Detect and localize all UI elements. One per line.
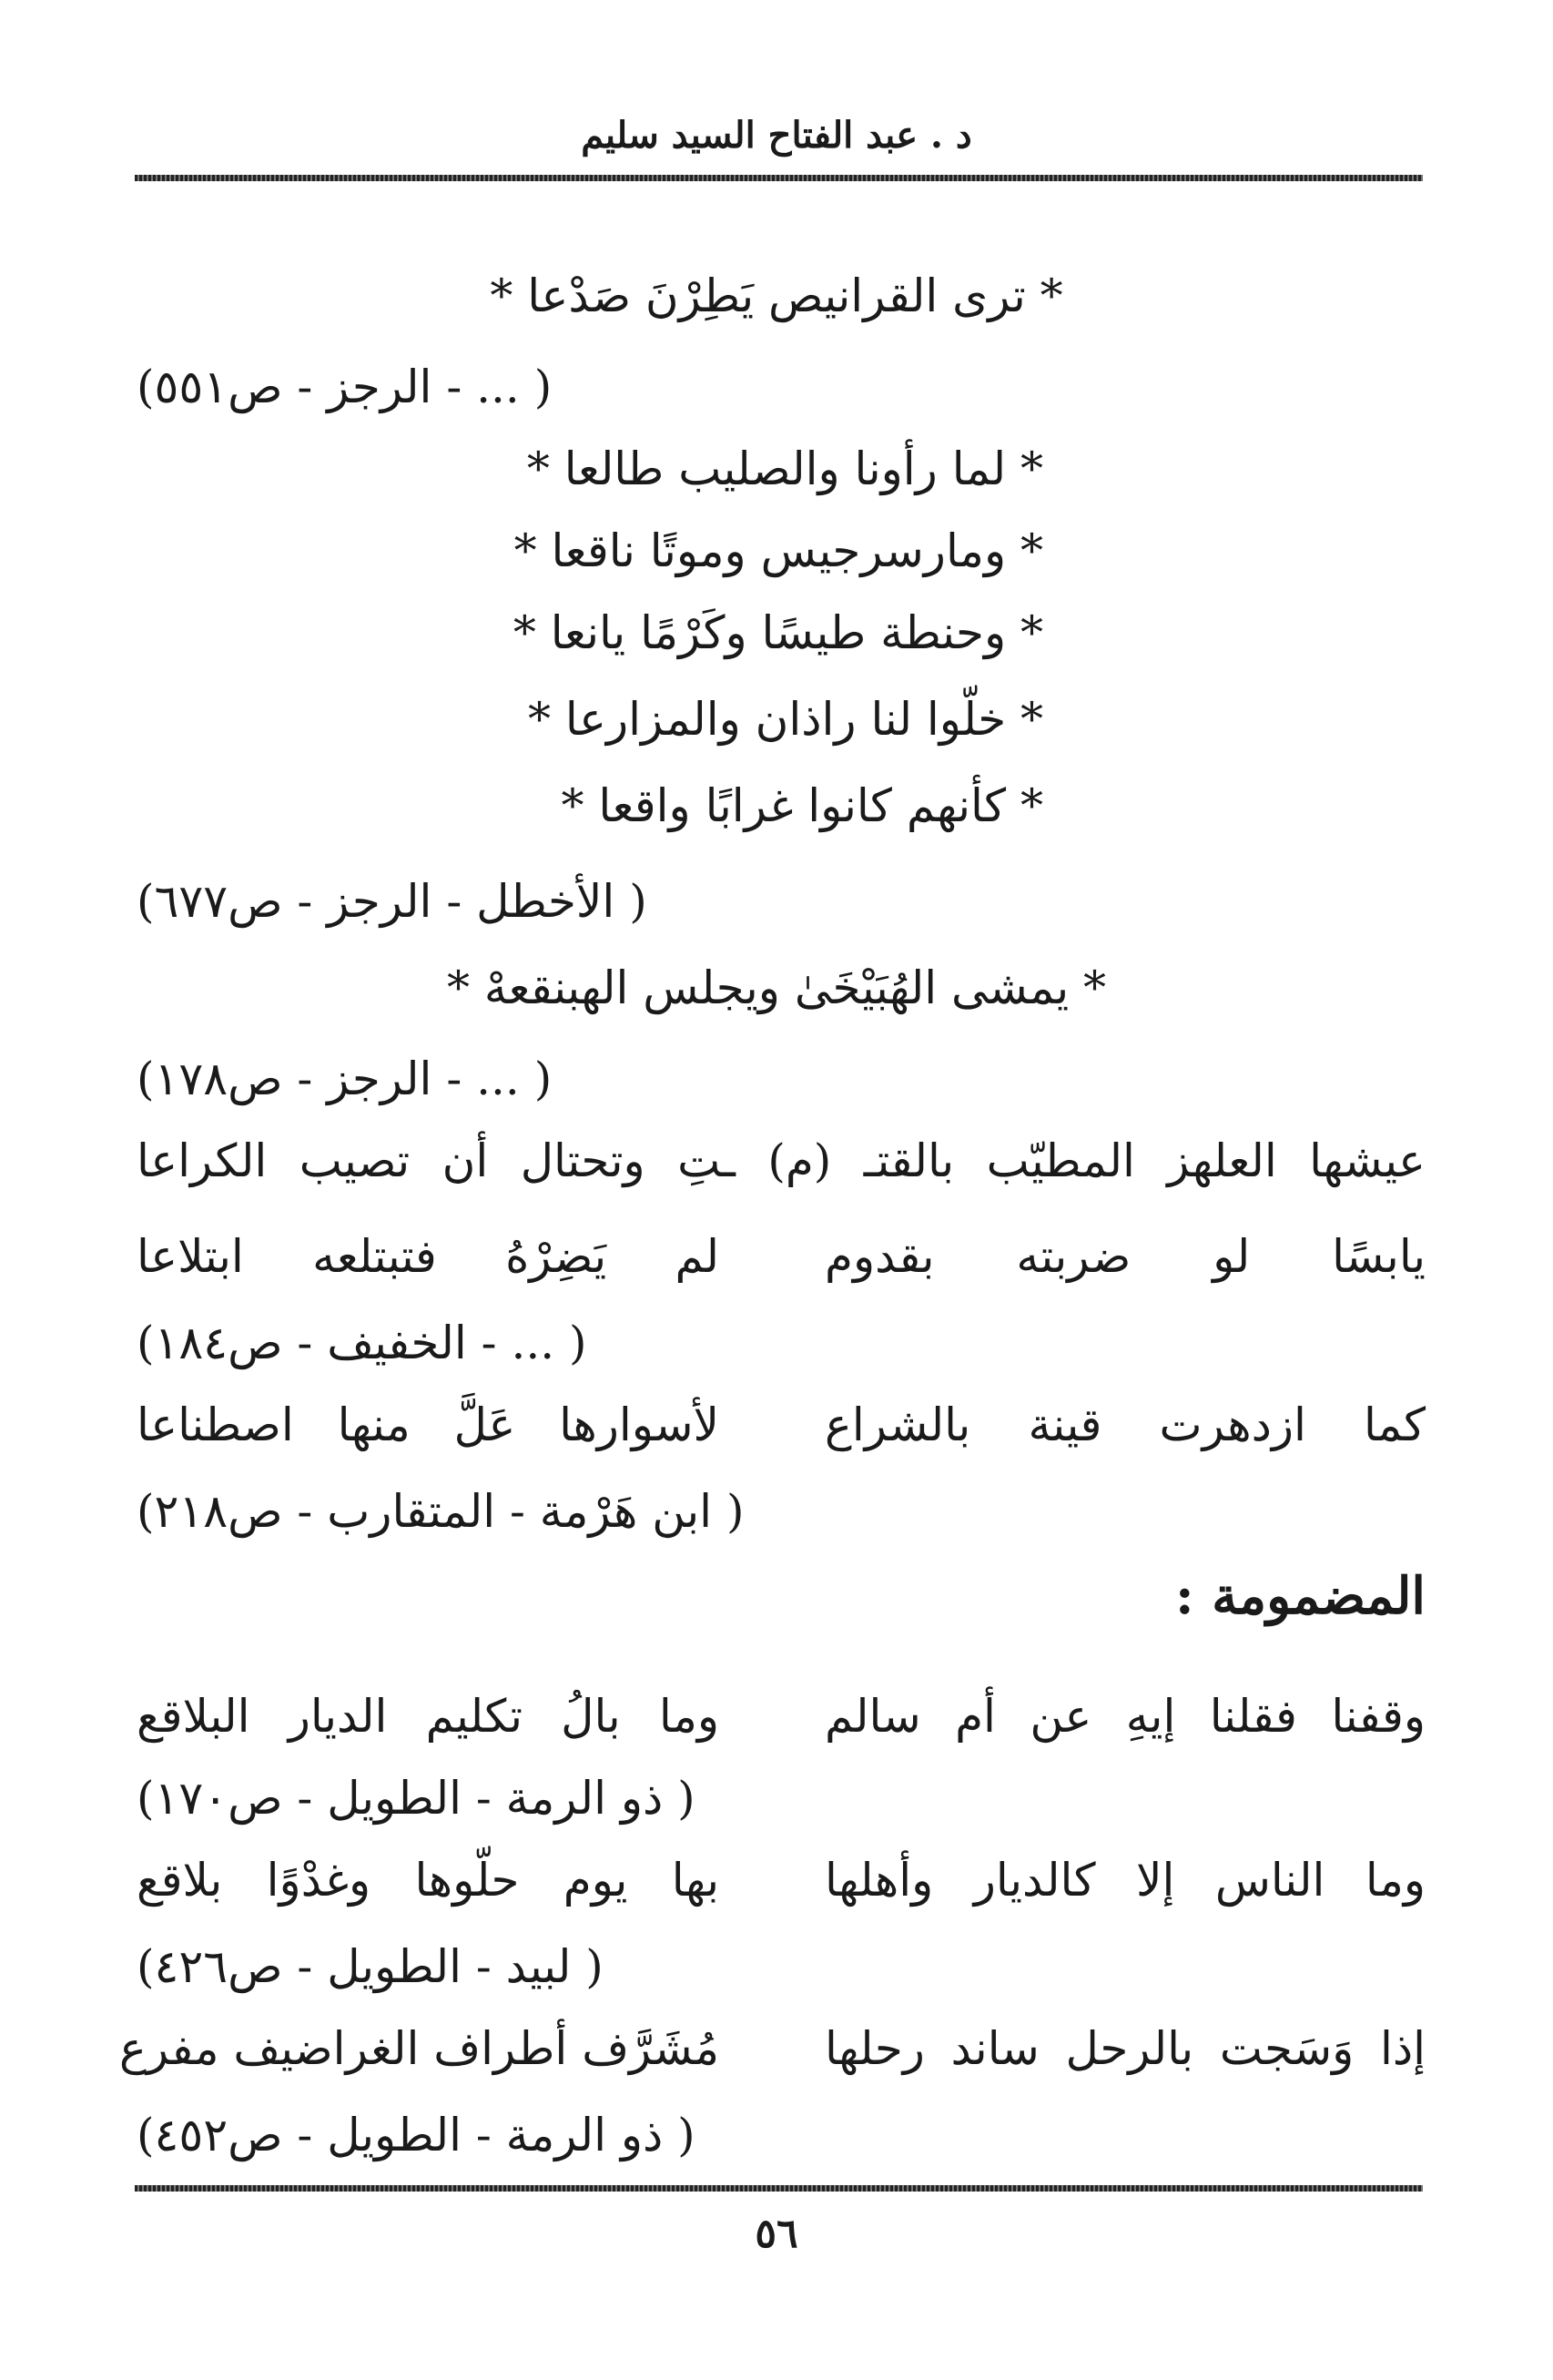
verse-line: * ومارسرجيس وموتًا ناقعا * <box>513 524 1043 577</box>
verse-hemistich-left: مُشَرَّف أطراف الغراضيف مفرع <box>118 2022 719 2075</box>
citation-line: ( ... - الرجز - ص٥٥١) <box>137 361 553 413</box>
footer-rule <box>135 2185 1423 2192</box>
citation-line: ( ... - الرجز - ص١٧٨) <box>137 1053 553 1105</box>
citation-line: ( ذو الرمة - الطويل - ص١٧٠) <box>137 1772 695 1825</box>
citation-line: ( الأخطل - الرجز - ص٦٧٧) <box>137 875 647 928</box>
citation-line: ( ... - الخفيف - ص١٨٤) <box>137 1317 587 1369</box>
verse-hemistich-left: لأسوارها عَلَّ منها اصطناعا <box>137 1399 719 1451</box>
verse-hemistich-right: إذا وَسَجت بالرحل ساند رحلها <box>825 2022 1426 2075</box>
verse-hemistich-right: كما ازدهرت قينة بالشراع <box>825 1399 1426 1451</box>
citation-line: ( ابن هَرْمة - المتقارب - ص٢١٨) <box>137 1485 745 1538</box>
verse-hemistich-left: لم يَضِرْهُ فتبتلعه ابتلاعا <box>137 1230 719 1283</box>
page-number: ٥٦ <box>755 2211 798 2257</box>
verse-hemistich-right: وما الناس إلا كالديار وأهلها <box>825 1854 1426 1907</box>
citation-line: ( ذو الرمة - الطويل - ص٤٥٢) <box>137 2109 695 2161</box>
verse-line: * لما رأونا والصليب طالعا * <box>526 442 1043 495</box>
verse-hemistich-right: وقفنا فقلنا إيهِ عن أم سالم <box>825 1690 1426 1743</box>
verse-line: * كأنهم كانوا غرابًا واقعا * <box>561 779 1043 832</box>
verse-hemistich-right: يابسًا لو ضربته بقدوم <box>825 1230 1426 1283</box>
section-heading: المضمومة : <box>1174 1566 1426 1626</box>
verse-line: * يمشى الهُبَيْخَىٰ ويجلس الهبنقعهْ * <box>446 961 1107 1014</box>
verse-line: * ترى القرانيص يَطِرْنَ صَدْعا * <box>490 270 1063 322</box>
verse-hemistich-left: وما بالُ تكليم الديار البلاقع <box>137 1690 719 1743</box>
verse-line: * خلّوا لنا راذان والمزارعا * <box>528 693 1043 746</box>
header-rule <box>135 175 1423 181</box>
verse-line: عيشها العلهز المطيّب بالقتـ (م) ـتِ وتحتال أن تصيب الكراعا <box>137 1134 1426 1187</box>
citation-line: ( لبيد - الطويل - ص٤٢٦) <box>137 1940 604 1993</box>
running-header: د . عبد الفتاح السيد سليم <box>581 114 972 157</box>
verse-hemistich-left: بها يوم حلّوها وغدْوًا بلاقع <box>137 1854 719 1907</box>
verse-line: * وحنطة طيسًا وكَرْمًا يانعا * <box>513 606 1043 659</box>
